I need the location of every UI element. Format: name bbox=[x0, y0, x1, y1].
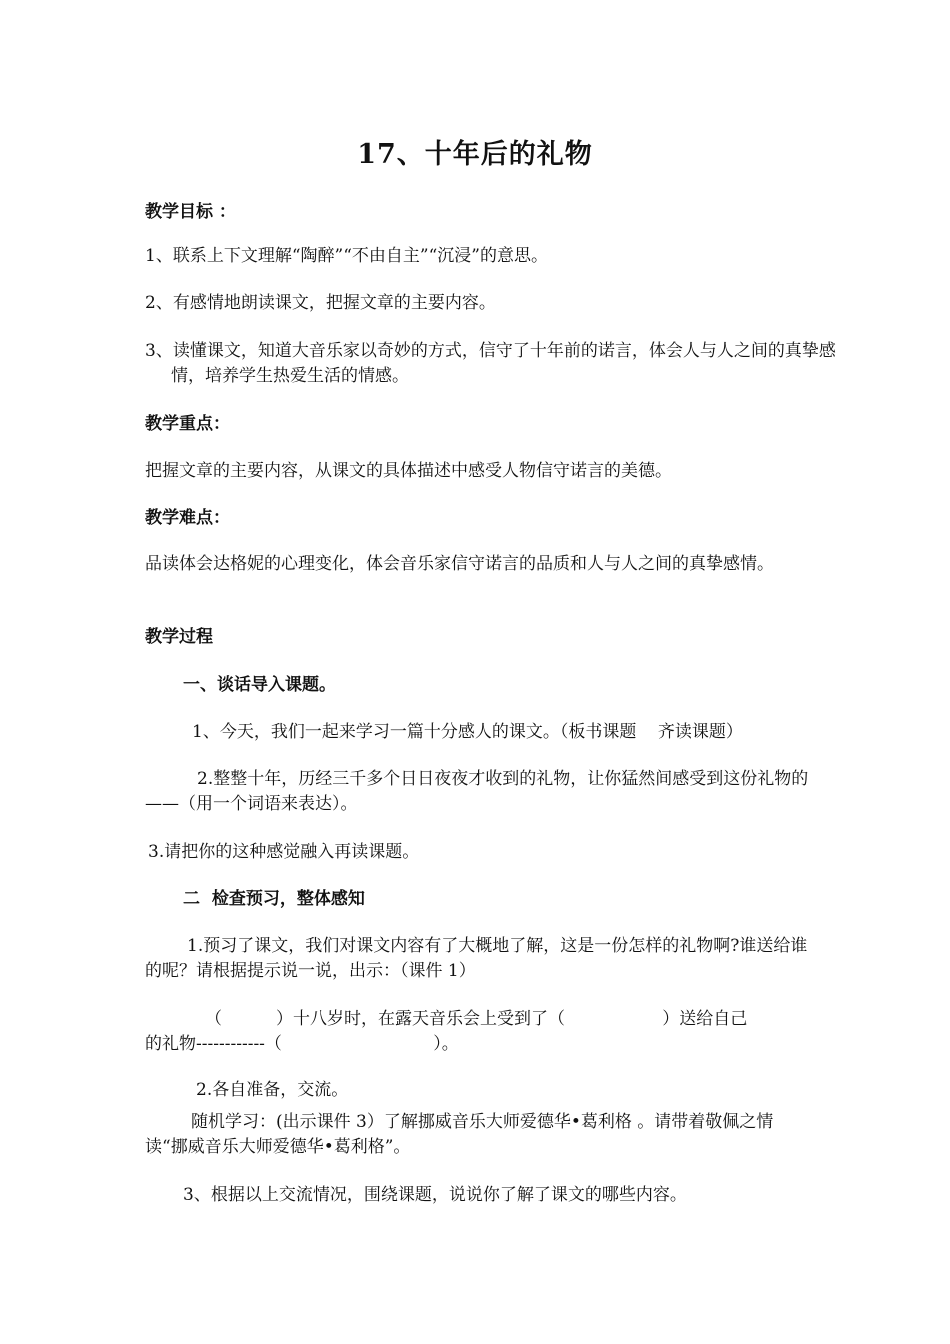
random-study-text: 随机学习：(出示课件 3）了解挪威音乐大师爱德华•葛利格 。请带着敬佩之情读“挪威音乐大师爱德华•葛利格”。 bbox=[145, 1112, 774, 1157]
fill-blank-line-2: 的礼物------------（ ）。 bbox=[145, 1034, 459, 1054]
section2-item-3: 3、根据以上交流情况，围绕课题，说说你了解了课文的哪些内容。 bbox=[183, 1185, 687, 1205]
objective-item-3: 3、读懂课文，知道大音乐家以奇妙的方式，信守了十年前的诺言，体会人与人之间的真挚感情，培养学生热爱生活的情感。 bbox=[145, 341, 836, 386]
section1-item-1: 1、今天，我们一起来学习一篇十分感人的课文。（板书课题 齐读课题） bbox=[192, 722, 743, 742]
section1-heading: 一、谈话导入课题。 bbox=[183, 675, 336, 695]
difficulty-heading: 教学难点： bbox=[145, 508, 230, 528]
key-point-heading: 教学重点： bbox=[145, 414, 230, 434]
section1-item-3: 3.请把你的这种感觉融入再读课题。 bbox=[148, 842, 420, 862]
section2-item-1: 1.预习了课文，我们对课文内容有了大概地了解，这是一份怎样的礼物啊?谁送给谁的呢？请根据提示说一说，出示：（课件 1） bbox=[145, 936, 808, 981]
objective-item-2: 2、有感情地朗读课文，把握文章的主要内容。 bbox=[145, 293, 496, 313]
section2-item-2: 2.各自准备，交流。 bbox=[196, 1080, 349, 1100]
fill-blank-line-1: （ ）十八岁时，在露天音乐会上受到了（ ）送给自己 bbox=[205, 1009, 748, 1029]
page-title: 17、十年后的礼物 bbox=[357, 139, 593, 170]
objectives-heading: 教学目标 ： bbox=[145, 202, 236, 222]
key-point-text: 把握文章的主要内容，从课文的具体描述中感受人物信守诺言的美德。 bbox=[145, 461, 672, 481]
section2-heading: 二 检查预习，整体感知 bbox=[183, 889, 365, 909]
section1-item-2: 2.整整十年，历经三千多个日日夜夜才收到的礼物，让你猛然间感受到这份礼物的——（用一个词语来表达）。 bbox=[145, 769, 809, 814]
process-heading: 教学过程 bbox=[145, 627, 213, 647]
objective-item-1: 1、联系上下文理解“陶醉”“不由自主”“沉浸”的意思。 bbox=[145, 246, 548, 266]
difficulty-text: 品读体会达格妮的心理变化，体会音乐家信守诺言的品质和人与人之间的真挚感情。 bbox=[145, 554, 774, 574]
